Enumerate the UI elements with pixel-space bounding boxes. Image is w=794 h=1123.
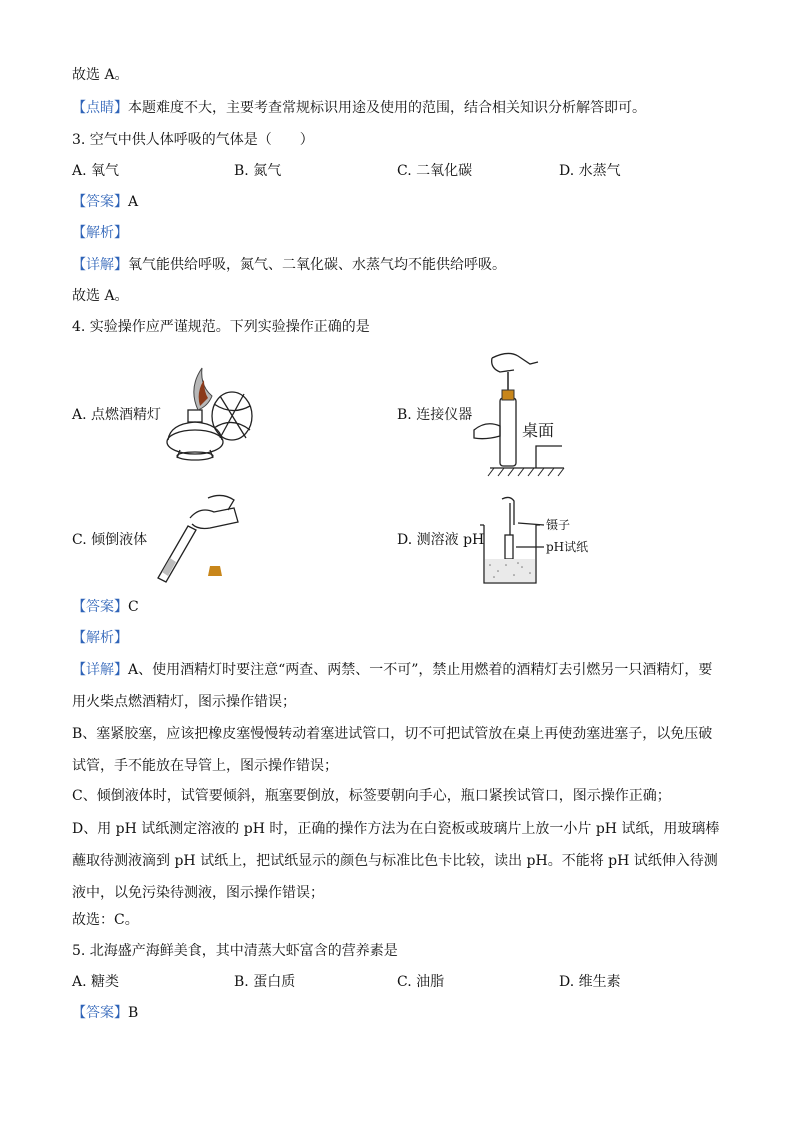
- ph-test-figure: [470, 495, 600, 590]
- q5-option-d: D. 维生素: [559, 974, 621, 990]
- q4-option-a: A. 点燃酒精灯: [72, 407, 162, 423]
- q3-option-d: D. 水蒸气: [559, 163, 621, 179]
- q4-option-d: D. 测溶液 pH: [397, 532, 485, 548]
- q3-detail: [72, 255, 506, 275]
- q4-detail-c: C、倾倒液体时，试管要倾斜，瓶塞要倒放，标签要朝向手心，瓶口紧挨试管口，图示操作正确；: [72, 788, 671, 804]
- detail-tag: 【详解】: [72, 257, 128, 273]
- desk-label: 桌面: [522, 421, 555, 440]
- tweezers-label: 镊子: [546, 518, 571, 532]
- q4-answer: [72, 597, 139, 617]
- q3-option-a: A. 氧气: [72, 163, 120, 179]
- comment-tag: 【点睛】: [72, 100, 128, 116]
- answer-tag: 【答案】: [72, 599, 128, 615]
- q5-option-c: C. 油脂: [397, 974, 445, 990]
- q4-detail-d: D、用 pH 试纸测定溶液的 pH 时，正确的操作方法为在白瓷板或玻璃片上放一小片 pH 试纸，用玻璃棒蘸取待测液滴到 pH 试纸上，把试纸显示的颜色与标准比色卡比较，读出 pH。不能将 pH 试纸伸入待测液中，以免污染待测液，图示操作错误；: [72, 821, 720, 901]
- q4-detail-b: B、塞紧胶塞，应该把橡皮塞慢慢转动着塞进试管口，切不可把试管放在桌上再使劲塞进塞子，以免压破试管，手不能放在导管上，图示操作错误；: [72, 726, 713, 774]
- q3-analysis-tag: 【解析】: [72, 225, 128, 241]
- q5-option-a: A. 糖类: [72, 974, 120, 990]
- pour-liquid-figure: [148, 488, 248, 588]
- ph-paper-label: pH试纸: [546, 540, 589, 554]
- q3-option-c: C. 二氧化碳: [397, 163, 473, 179]
- detail-tag: 【详解】: [72, 662, 128, 678]
- q5-stem: 5. 北海盛产海鲜美食，其中清蒸大虾富含的营养素是: [72, 943, 398, 959]
- q5-answer: [72, 1003, 138, 1023]
- answer-value: C: [128, 599, 139, 615]
- q2-conclusion: 故选 A。: [72, 67, 129, 83]
- q4-option-b: B. 连接仪器: [397, 407, 473, 423]
- answer-tag: 【答案】: [72, 194, 128, 210]
- q3-stem: 3. 空气中供人体呼吸的气体是（ ）: [72, 132, 314, 148]
- q3-option-b: B. 氮气: [234, 163, 282, 179]
- q3-conclusion: 故选 A。: [72, 288, 129, 304]
- answer-value: B: [128, 1005, 139, 1021]
- q3-answer: [72, 192, 138, 212]
- answer-value: A: [128, 194, 139, 210]
- q4-option-c: C. 倾倒液体: [72, 532, 148, 548]
- q4-detail-a: [72, 654, 722, 718]
- stopper-icon: [208, 566, 222, 576]
- comment-text: 本题难度不大，主要考查常规标识用途及使用的范围，结合相关知识分析解答即可。: [128, 100, 646, 116]
- q4-analysis-tag: 【解析】: [72, 630, 128, 646]
- answer-tag: 【答案】: [72, 1005, 128, 1021]
- q5-option-b: B. 蛋白质: [234, 974, 296, 990]
- q4-stem: 4. 实验操作应严谨规范。下列实验操作正确的是: [72, 319, 370, 335]
- q2-comment: [72, 98, 646, 118]
- stopper-icon: [502, 390, 514, 400]
- connect-instrument-figure: [470, 350, 570, 480]
- q4-conclusion: 故选：C。: [72, 912, 139, 928]
- detail-a-text: A、使用酒精灯时要注意“两查、两禁、一不可”，禁止用燃着的酒精灯去引燃另一只酒精灯，要用火柴点燃酒精灯，图示操作错误；: [72, 662, 713, 710]
- detail-text: 氧气能供给呼吸，氮气、二氧化碳、水蒸气均不能供给呼吸。: [128, 257, 506, 273]
- alcohol-lamp-figure: [150, 358, 260, 468]
